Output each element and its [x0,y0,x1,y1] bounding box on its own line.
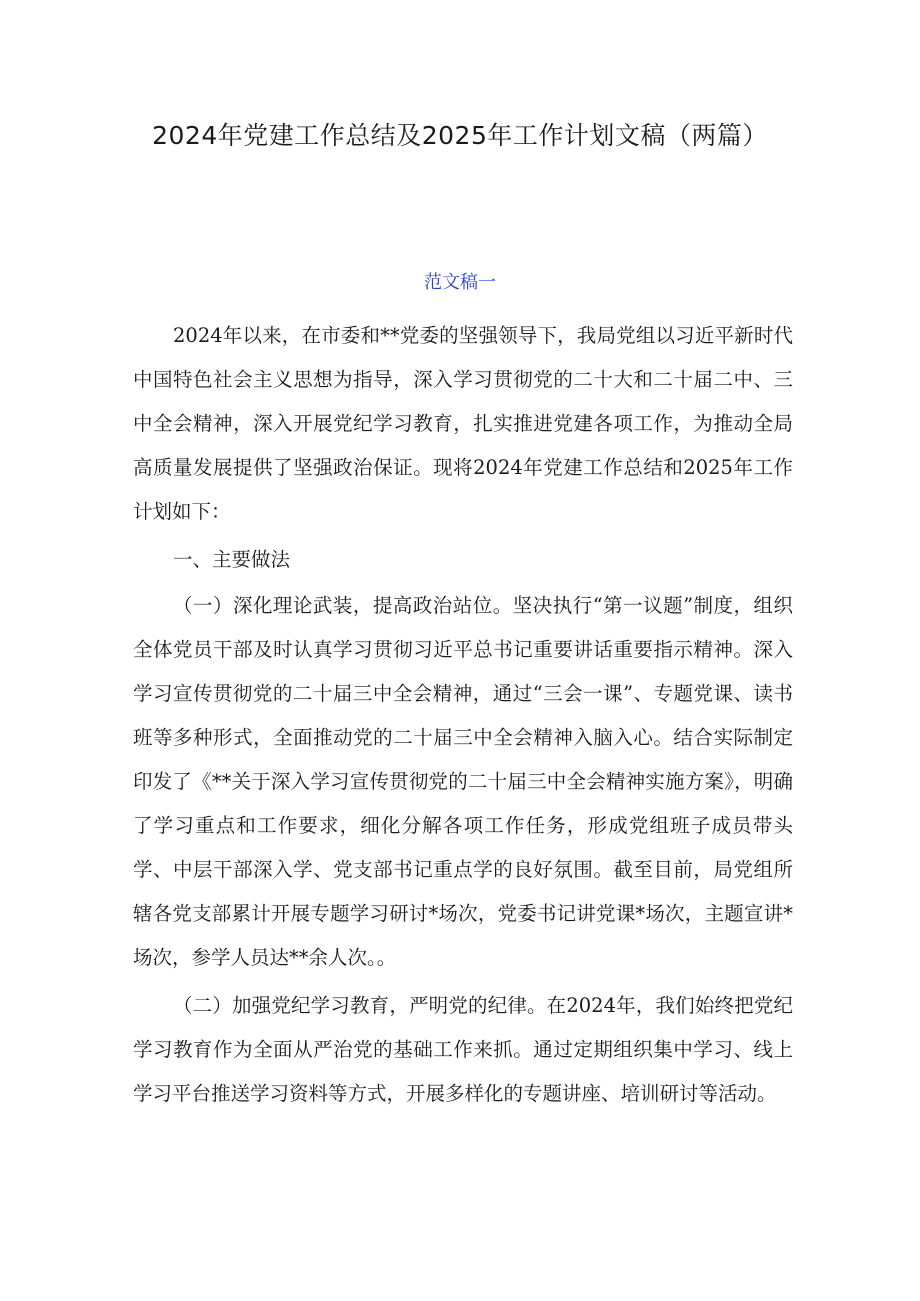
heading-main-practices: 一、主要做法 [173,548,291,571]
paragraph-intro: 2024年以来，在市委和**党委的坚强领导下，我局党组以习近平新时代中国特色社会主义思想为指导，深入学习贯彻党的二十大和二十届二中、三中全会精神，深入开展党纪学习教育，扎实推进党建各项工作，为推动全局高质量发展提供了坚强政治保证。现将2024年党建工作总结和2025年工作计划如下： [133,324,793,523]
document-title: 2024年党建工作总结及2025年工作计划文稿（两篇） [152,121,768,150]
section-label: 范文稿一 [424,272,496,293]
paragraph-party-discipline: （二）加强党纪学习教育，严明党的纪律。在2024年，我们始终把党纪学习教育作为全面从严治党的基础工作来抓。通过定期组织集中学习、线上学习平台推送学习资料等方式，开展多样化的专题讲座、培训研讨等活动。 [133,994,793,1105]
paragraph-theory-armament: （一）深化理论武装，提高政治站位。坚决执行“第一议题”制度，组织全体党员干部及时认真学习贯彻习近平总书记重要讲话重要指示精神。深入学习宣传贯彻党的二十届三中全会精神，通过“三会一课”、专题党课、读书班等多种形式，全面推动党的二十届三中全会精神入脑入心。结合实际制定印发了《**关于深入学习宣传贯彻党的二十届三中全会精神实施方案》，明确了学习重点和工作要求，细化分解各项工作任务，形成党组班子成员带头学、中层干部深入学、党支部书记重点学的良好氛围。截至目前，局党组所辖各党支部累计开展专题学习研讨*场次，党委书记讲党课*场次，主题宣讲*场次，参学人员达**余人次。。 [133,594,793,969]
document-body [133,314,793,1116]
